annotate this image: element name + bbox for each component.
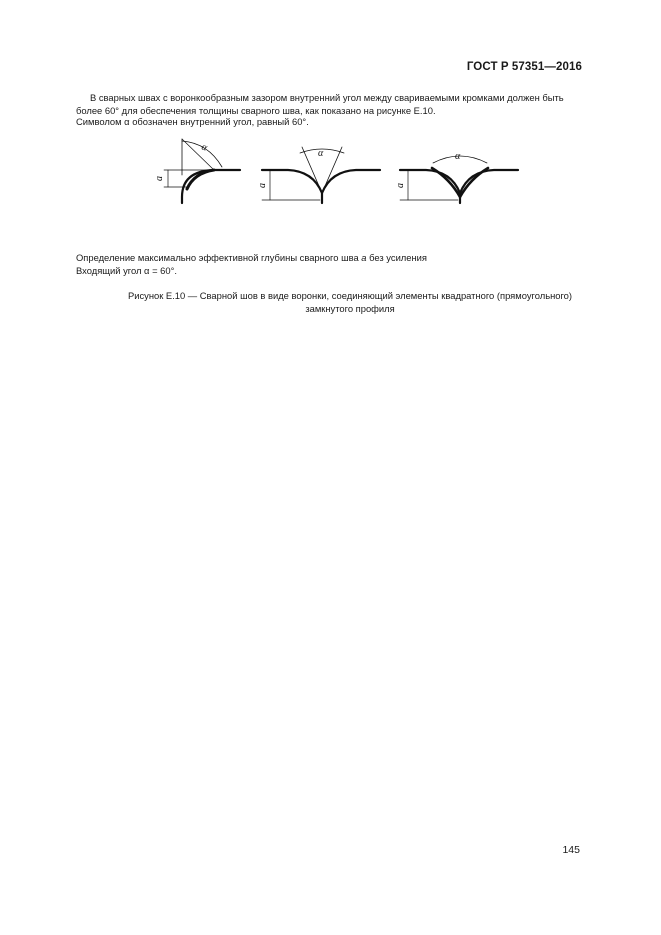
note-text-suffix: без усиления — [366, 252, 427, 263]
a-label-3: a — [395, 183, 406, 188]
caption-line-2: замкнутого профиля — [305, 303, 395, 314]
note-text-prefix: Определение максимально эффективной глубины сварного шва — [76, 252, 362, 263]
weld-figure — [150, 135, 530, 215]
alpha-label-2: α — [318, 148, 324, 159]
document-header: ГОСТ Р 57351—2016 — [466, 61, 582, 73]
figure-caption — [70, 289, 630, 315]
figure-note-line-1 — [76, 251, 427, 264]
caption-line-1: Рисунок Е.10 — Сварной шов в виде воронки, соединяющий элементы квадратного (прямоугольного) — [127, 290, 573, 301]
note-symbol-a: a — [361, 252, 367, 263]
body-paragraph-1: В сварных швах с воронкообразным зазором внутренний угол между свариваемыми кромками должен быть более 60° для обеспечения толщины сварного шва, как показано на рисунке Е.10. — [76, 92, 564, 116]
a-label-2: a — [257, 183, 268, 188]
alpha-label-3: α — [455, 151, 461, 162]
alpha-label-1: α — [199, 141, 209, 154]
figure-note-line-2: Входящий угол α = 60°. — [76, 265, 177, 276]
body-paragraph-2: Символом α обозначен внутренний угол, равный 60°. — [76, 116, 309, 127]
diagram-funnel-weld-filled — [400, 156, 518, 203]
a-label-1: a — [154, 176, 165, 181]
page-number: 145 — [562, 844, 580, 856]
